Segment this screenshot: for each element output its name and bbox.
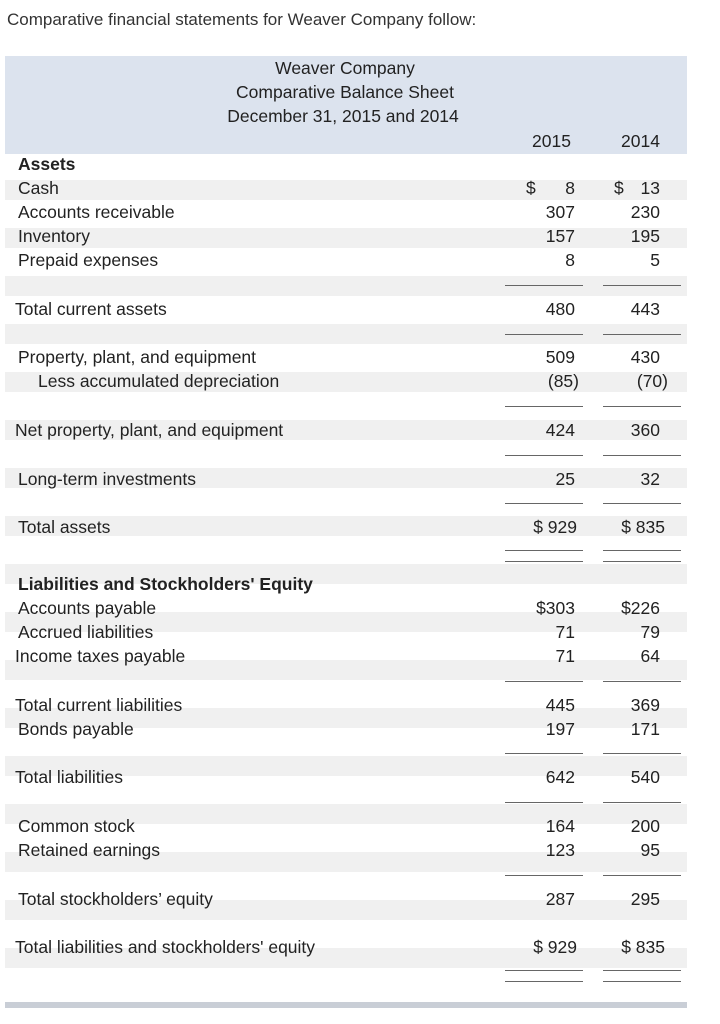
subtotal-rule: [505, 802, 583, 803]
row-label: Total current assets: [15, 299, 167, 319]
value-2014: 64: [640, 646, 660, 666]
subtotal-rule: [603, 802, 681, 803]
value-2014: $226: [621, 598, 660, 618]
value-2014: 443: [630, 299, 660, 319]
table-row: [5, 598, 687, 622]
liabilities-heading: Liabilities and Stockholders' Equity: [18, 574, 313, 594]
total-double-rule: [603, 561, 681, 562]
row-label: Bonds payable: [18, 719, 134, 739]
statement-title: Comparative Balance Sheet: [236, 82, 454, 102]
column-year-2015: 2015: [532, 131, 571, 151]
value-2015: 71: [555, 646, 575, 666]
value-2015: (85): [547, 371, 579, 391]
row-label: Less accumulated depreciation: [38, 371, 280, 391]
value-2015: 157: [545, 226, 575, 246]
value-2014: 540: [630, 767, 660, 787]
total-double-rule: [505, 981, 583, 982]
table-row: [5, 937, 687, 961]
subtotal-rule: [505, 875, 583, 876]
value-2014: 79: [640, 622, 660, 642]
currency-symbol: $: [526, 178, 536, 198]
subtotal-rule: [505, 753, 583, 754]
value-2015: $ 929: [533, 517, 577, 537]
value-2014: 369: [630, 695, 660, 715]
value-2014: 5: [650, 250, 660, 270]
table-row: [5, 371, 687, 395]
value-2015: 123: [545, 840, 575, 860]
row-label: Property, plant, and equipment: [18, 347, 257, 367]
table-row: [5, 695, 687, 719]
total-double-rule: [505, 970, 583, 971]
table-row: [5, 646, 687, 670]
row-label: Long-term investments: [18, 469, 196, 489]
subtotal-rule: [505, 455, 583, 456]
value-2015: $303: [536, 598, 575, 618]
value-2014: 171: [630, 719, 660, 739]
row-band: [5, 276, 687, 296]
intro-text: Comparative financial statements for Weaver Company follow:: [7, 10, 477, 29]
row-label: Inventory: [18, 226, 90, 246]
table-row: [5, 420, 687, 444]
value-2015: 509: [545, 347, 575, 367]
table-row: [5, 889, 687, 913]
value-2015: 307: [545, 202, 575, 222]
row-label: Total current liabilities: [15, 695, 183, 715]
row-label: Total stockholders’ equity: [18, 889, 213, 909]
value-2014: 200: [630, 816, 660, 836]
table-footer-bar: [5, 1002, 687, 1008]
row-label: Accounts receivable: [18, 202, 175, 222]
row-label: Total liabilities: [15, 767, 123, 787]
column-year-2014: 2014: [621, 131, 660, 151]
value-2015: 480: [545, 299, 575, 319]
table-row: [5, 226, 687, 250]
value-2014: 230: [630, 202, 660, 222]
row-label: Total liabilities and stockholders' equity: [15, 937, 316, 957]
value-2015: 287: [545, 889, 575, 909]
row-label: Prepaid expenses: [18, 250, 159, 270]
subtotal-rule: [505, 334, 583, 335]
value-2014: 95: [640, 840, 660, 860]
table-row: [5, 719, 687, 743]
value-2014: $ 835: [621, 937, 665, 957]
row-label: Accrued liabilities: [18, 622, 154, 642]
value-2014: 32: [640, 469, 660, 489]
table-row: [5, 622, 687, 646]
subtotal-rule: [505, 285, 583, 286]
table-row: [5, 250, 687, 274]
subtotal-rule: [603, 681, 681, 682]
row-band: [5, 324, 687, 344]
table-row: [5, 469, 687, 493]
table-row: [5, 574, 687, 598]
value-2014: (70): [636, 371, 668, 391]
total-double-rule: [505, 561, 583, 562]
subtotal-rule: [505, 681, 583, 682]
balance-sheet-table: [5, 56, 687, 1006]
value-2014: 13: [640, 178, 660, 198]
table-row: [5, 299, 687, 323]
value-2014: $ 835: [621, 517, 665, 537]
value-2015: 424: [545, 420, 575, 440]
row-label: Accounts payable: [18, 598, 157, 618]
value-2014: 360: [630, 420, 660, 440]
value-2015: 8: [565, 250, 575, 270]
value-2015: 164: [545, 816, 575, 836]
table-row: [5, 202, 687, 226]
value-2015: 197: [545, 719, 575, 739]
total-double-rule: [603, 970, 681, 971]
subtotal-rule: [603, 285, 681, 286]
total-double-rule: [505, 550, 583, 551]
value-2015: 445: [545, 695, 575, 715]
value-2015: 642: [545, 767, 575, 787]
row-label: Income taxes payable: [15, 646, 186, 666]
value-2015: $ 929: [533, 937, 577, 957]
table-row: [5, 816, 687, 840]
value-2015: 71: [555, 622, 575, 642]
subtotal-rule: [603, 503, 681, 504]
total-double-rule: [603, 550, 681, 551]
row-label: Cash: [18, 178, 59, 198]
subtotal-rule: [505, 406, 583, 407]
assets-heading: Assets: [18, 154, 76, 174]
total-double-rule: [603, 981, 681, 982]
subtotal-rule: [603, 753, 681, 754]
statement-date: December 31, 2015 and 2014: [227, 106, 459, 126]
value-2015: 25: [555, 469, 575, 489]
table-row: [5, 178, 687, 202]
value-2014: 430: [630, 347, 660, 367]
table-row: [5, 347, 687, 371]
table-row: [5, 840, 687, 864]
row-label: Common stock: [18, 816, 135, 836]
company-name: Weaver Company: [275, 58, 415, 78]
row-label: Net property, plant, and equipment: [15, 420, 284, 440]
subtotal-rule: [603, 455, 681, 456]
currency-symbol: $: [614, 178, 624, 198]
value-2014: 195: [630, 226, 660, 246]
table-row: [5, 154, 687, 178]
value-2014: 295: [630, 889, 660, 909]
table-row: [5, 767, 687, 791]
table-row: [5, 517, 687, 541]
subtotal-rule: [603, 406, 681, 407]
subtotal-rule: [603, 875, 681, 876]
row-label: Retained earnings: [18, 840, 161, 860]
subtotal-rule: [505, 503, 583, 504]
subtotal-rule: [603, 334, 681, 335]
value-2015: 8: [565, 178, 575, 198]
row-label: Total assets: [18, 517, 111, 537]
